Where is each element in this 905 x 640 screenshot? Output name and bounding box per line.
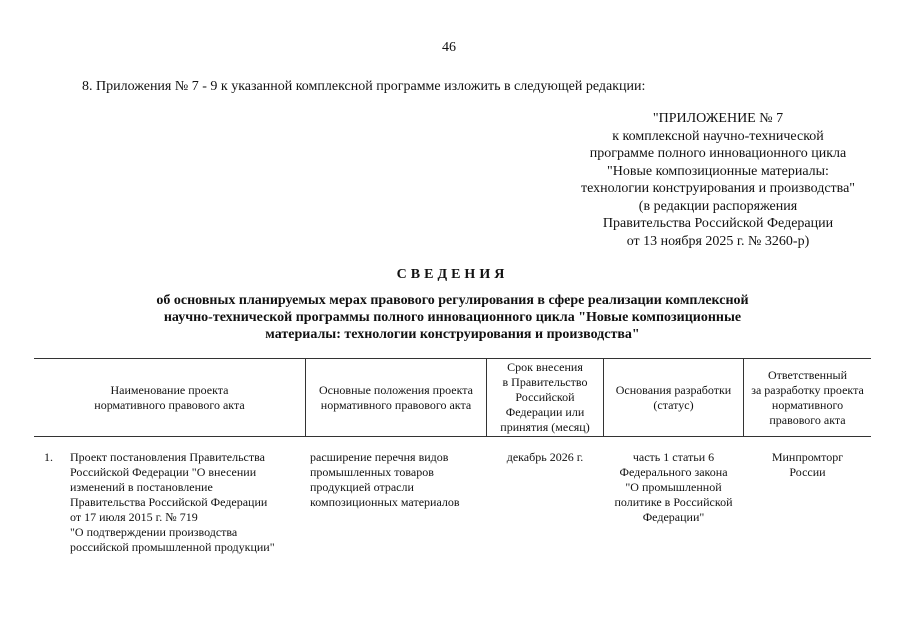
header-line: Российской bbox=[515, 390, 575, 404]
provisions-cell bbox=[310, 450, 460, 510]
subtitle-line: научно-технической программы полного инновационного цикла "Новые композиционные bbox=[163, 310, 742, 325]
appendix-line: Правительства Российской Федерации bbox=[602, 216, 834, 231]
cell-line: "О подтверждении производства bbox=[70, 525, 238, 539]
cell-line: декабрь 2026 г. bbox=[506, 450, 584, 464]
appendix-line: технологии конструирования и производства" bbox=[580, 181, 856, 196]
cell-line: Минпромторг bbox=[771, 450, 844, 464]
cell-line: композиционных материалов bbox=[310, 495, 460, 509]
header-deadline bbox=[487, 359, 603, 436]
appendix-line: программе полного инновационного цикла bbox=[589, 146, 847, 161]
subtitle-line: материалы: технологии конструирования и производства" bbox=[265, 327, 640, 342]
cell-line: от 17 июля 2015 г. № 719 bbox=[70, 510, 198, 524]
header-responsible bbox=[744, 359, 871, 436]
responsible-cell bbox=[744, 450, 871, 480]
cell-line: Федерации" bbox=[642, 510, 705, 524]
page-number: 46 bbox=[442, 40, 456, 55]
document-title: СВЕДЕНИЯ bbox=[396, 267, 509, 282]
cell-line: промышленных товаров bbox=[310, 465, 434, 479]
cell-line: России bbox=[789, 465, 826, 479]
header-line: правового акта bbox=[769, 412, 846, 427]
header-line: нормативного bbox=[771, 397, 844, 412]
cell-line: часть 1 статьи 6 bbox=[632, 450, 715, 464]
deadline-cell bbox=[487, 450, 603, 465]
header-line: за разработку проекта bbox=[751, 382, 864, 397]
header-line: в Правительство bbox=[502, 375, 588, 389]
header-line: Ответственный bbox=[767, 367, 848, 382]
appendix-line: "Новые композиционные материалы: bbox=[607, 163, 829, 179]
header-line: (статус) bbox=[653, 397, 694, 412]
cell-line: Российской Федерации "О внесении bbox=[70, 465, 257, 479]
cell-line: политике в Российской bbox=[614, 495, 733, 509]
appendix-header bbox=[548, 110, 888, 250]
subtitle-line: об основных планируемых мерах правового регулирования в сфере реализации комплексной bbox=[156, 293, 749, 308]
act-name-cell bbox=[70, 450, 275, 555]
appendix-line: (в редакции распоряжения bbox=[638, 198, 798, 214]
cell-line: "О промышленной bbox=[625, 480, 722, 494]
header-basis bbox=[604, 359, 743, 436]
cell-line: российской промышленной продукции" bbox=[70, 540, 275, 554]
header-line: Основные положения проекта bbox=[319, 382, 473, 397]
basis-cell bbox=[604, 450, 743, 525]
header-line: Федерации или bbox=[505, 405, 585, 419]
header-provisions bbox=[306, 359, 486, 436]
cell-line: расширение перечня видов bbox=[310, 450, 449, 464]
table-header-rule bbox=[34, 436, 871, 437]
cell-line: продукцией отрасли bbox=[310, 480, 414, 494]
header-line: Срок внесения bbox=[507, 360, 583, 374]
header-line: нормативного правового акта bbox=[94, 397, 245, 412]
intro-paragraph: 8. Приложения № 7 - 9 к указанной комплексной программе изложить в следующей редакции: bbox=[82, 79, 646, 94]
header-line: Наименование проекта bbox=[110, 382, 229, 397]
cell-line: Проект постановления Правительства bbox=[70, 450, 265, 464]
header-line: нормативного правового акта bbox=[320, 397, 472, 412]
appendix-line: от 13 ноября 2025 г. № 3260-р) bbox=[626, 233, 810, 249]
appendix-line: к комплексной научно-технической bbox=[612, 128, 824, 144]
row-number: 1. bbox=[44, 450, 53, 464]
header-line: принятия (месяц) bbox=[500, 420, 590, 434]
document-subtitle bbox=[100, 292, 805, 343]
cell-line: Федерального закона bbox=[619, 465, 728, 479]
header-act-name bbox=[34, 359, 305, 436]
header-line: Основания разработки bbox=[615, 382, 732, 397]
cell-line: Правительства Российской Федерации bbox=[70, 495, 268, 509]
appendix-line: "ПРИЛОЖЕНИЕ № 7 bbox=[652, 111, 784, 126]
cell-line: изменений в постановление bbox=[70, 480, 213, 494]
